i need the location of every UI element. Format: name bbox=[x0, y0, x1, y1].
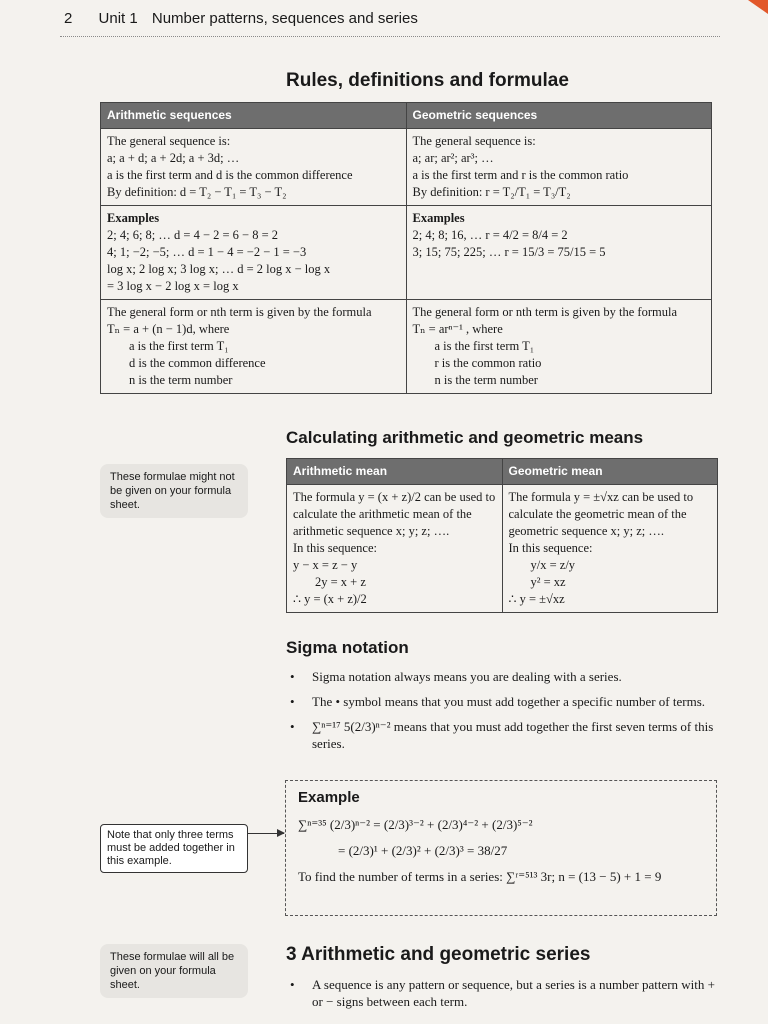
examples-label: Examples bbox=[412, 211, 465, 225]
header-geometric: Geometric sequences bbox=[406, 103, 712, 129]
text-line: 3; 15; 75; 225; … r = 15/3 = 75/15 = 5 bbox=[412, 245, 606, 259]
means-heading: Calculating arithmetic and geometric means bbox=[286, 428, 644, 447]
text-line: a; a + d; a + 2d; a + 3d; … bbox=[107, 151, 240, 165]
cell-arithmetic-mean bbox=[287, 485, 503, 613]
example-title: Example bbox=[298, 789, 360, 806]
table-row bbox=[101, 300, 712, 394]
table-row bbox=[101, 206, 712, 300]
example-line-1: ∑ⁿ⁼³⁵ (2/3)ⁿ⁻² = (2/3)³⁻² + (2/3)⁴⁻² + (2/3)⁵⁻² bbox=[298, 817, 533, 832]
text-line: r is the common ratio bbox=[434, 356, 542, 370]
text-line: The general form or nth term is given by the formula bbox=[107, 305, 372, 319]
series-heading: 3 Arithmetic and geometric series bbox=[286, 944, 591, 965]
text-line: By definition: r = T₂/T₁ = T₃/T₂ bbox=[412, 185, 571, 199]
text-line: ∴ y = ±√xz bbox=[508, 592, 565, 606]
text-line: 4; 1; −2; −5; … d = 1 − 4 = −2 − 1 = −3 bbox=[107, 245, 307, 259]
note-three-terms: Note that only three terms must be added together in this example. bbox=[100, 824, 248, 873]
text-line: In this sequence: bbox=[508, 541, 593, 555]
means-table bbox=[286, 458, 718, 613]
text-line: a is the first term and d is the common difference bbox=[107, 168, 353, 182]
text-line: log x; 2 log x; 3 log x; … d = 2 log x − log x bbox=[107, 262, 331, 276]
header-arithmetic-mean: Arithmetic mean bbox=[287, 459, 503, 485]
example-line-3: To find the number of terms in a series: ∑ʳ⁼⁵¹³ 3r; n = (13 − 5) + 1 = 9 bbox=[298, 869, 662, 884]
unit-title: Number patterns, sequences and series bbox=[151, 10, 418, 27]
header-arithmetic: Arithmetic sequences bbox=[101, 103, 407, 129]
text-line: d is the common difference bbox=[129, 356, 266, 370]
text-line: 2; 4; 6; 8; … d = 4 − 2 = 6 − 8 = 2 bbox=[107, 228, 279, 242]
list-item: • Sigma notation always means you are dealing with a series. bbox=[290, 668, 720, 685]
text-line: The general sequence is: bbox=[107, 134, 231, 148]
cell-geo-examples bbox=[406, 206, 712, 300]
text-line: 2; 4; 8; 16, … r = 4/2 = 8/4 = 2 bbox=[412, 228, 568, 242]
list-item: • The • symbol means that you must add together a specific number of terms. bbox=[290, 693, 720, 710]
text-line: Tₙ = arⁿ⁻¹ , where bbox=[412, 322, 503, 336]
cell-geometric-mean bbox=[502, 485, 718, 613]
arrow-icon bbox=[248, 833, 284, 834]
cell-arith-general bbox=[101, 129, 407, 206]
header-geometric-mean: Geometric mean bbox=[502, 459, 718, 485]
cell-geo-general bbox=[406, 129, 712, 206]
cell-arith-examples bbox=[101, 206, 407, 300]
page-number: 2 bbox=[64, 10, 73, 27]
means-side-note: These formulae might not be given on your formula sheet. bbox=[100, 464, 248, 518]
list-item: • ∑ⁿ⁼¹⁷ 5(2/3)ⁿ⁻² means that you must add together the first seven terms of this series. bbox=[290, 718, 720, 752]
text-line: y/x = z/y bbox=[530, 558, 576, 572]
list-item: • A sequence is any pattern or sequence, but a series is a number pattern with + or − signs between each term. bbox=[290, 976, 720, 1010]
series-bullets bbox=[290, 976, 720, 1018]
text-line: The formula y = ±√xz can be used to calculate the geometric mean of the geometric sequence x; y; z; …. bbox=[508, 490, 694, 538]
corner-tab bbox=[748, 0, 768, 14]
text-line: a; ar; ar²; ar³; … bbox=[412, 151, 494, 165]
series-side-note: These formulae will all be given on your formula sheet. bbox=[100, 944, 248, 998]
page-header bbox=[64, 10, 418, 27]
page-title: Rules, definitions and formulae bbox=[286, 70, 569, 91]
text-line: The general sequence is: bbox=[412, 134, 536, 148]
text-line: ∴ y = (x + z)/2 bbox=[293, 592, 367, 606]
text-line: n is the term number bbox=[434, 373, 538, 387]
sigma-heading: Sigma notation bbox=[286, 638, 409, 657]
text-line: n is the term number bbox=[129, 373, 233, 387]
sigma-bullets bbox=[290, 668, 720, 760]
text-line: y² = xz bbox=[530, 575, 566, 589]
cell-arith-nth-term bbox=[101, 300, 407, 394]
example-box bbox=[285, 780, 717, 916]
text-line: a is the first term T₁ bbox=[434, 339, 535, 353]
example-line-2: = (2/3)¹ + (2/3)² + (2/3)³ = 38/27 bbox=[338, 843, 508, 858]
text-line: a is the first term and r is the common ratio bbox=[412, 168, 629, 182]
text-line: By definition: d = T₂ − T₁ = T₃ − T₂ bbox=[107, 185, 287, 199]
header-rule bbox=[60, 36, 720, 37]
text-line: The general form or nth term is given by the formula bbox=[412, 305, 678, 319]
table-row bbox=[101, 129, 712, 206]
table-row bbox=[287, 485, 718, 613]
cell-geo-nth-term bbox=[406, 300, 712, 394]
text-line: In this sequence: bbox=[293, 541, 378, 555]
text-line: The formula y = (x + z)/2 can be used to calculate the arithmetic mean of the arithmetic sequence x; y; z; …. bbox=[293, 490, 496, 538]
sequences-table bbox=[100, 102, 712, 394]
text-line: Tₙ = a + (n − 1)d, where bbox=[107, 322, 230, 336]
text-line: y − x = z − y bbox=[293, 558, 358, 572]
unit-label: Unit 1 bbox=[98, 10, 138, 27]
text-line: = 3 log x − 2 log x = log x bbox=[107, 279, 239, 293]
examples-label: Examples bbox=[107, 211, 160, 225]
text-line: a is the first term T₁ bbox=[129, 339, 229, 353]
text-line: 2y = x + z bbox=[315, 575, 366, 589]
